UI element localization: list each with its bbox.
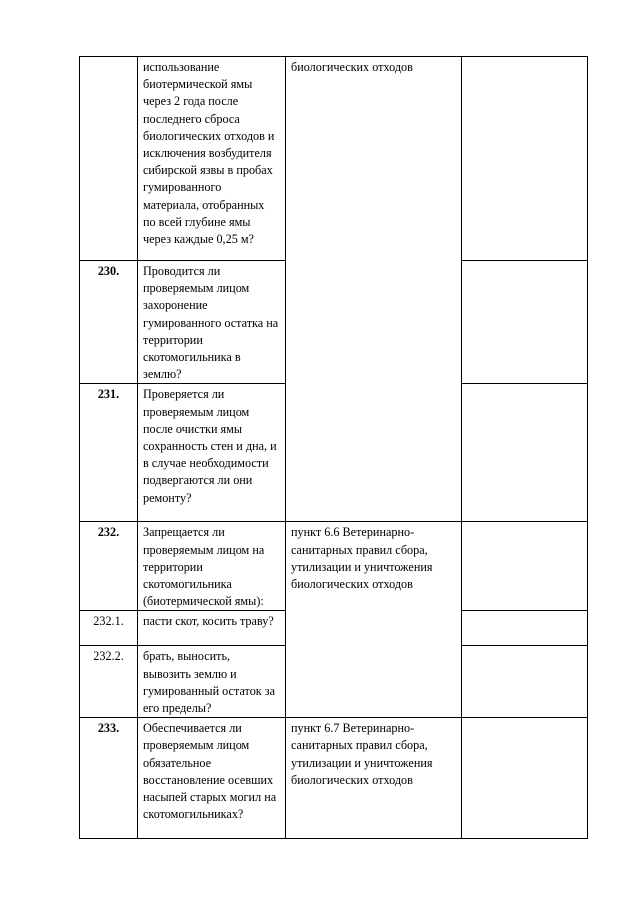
table-row — [80, 57, 588, 261]
answer-cell — [462, 57, 588, 261]
table-row — [80, 718, 588, 839]
item-number: 233. — [80, 718, 138, 839]
answer-cell — [462, 522, 588, 611]
reference-text: пункт 6.6 Ветеринарно-санитарных правил сбора, утилизации и уничтожения биологических отходов — [286, 522, 462, 718]
question-text: Обеспечивается ли проверяемым лицом обязательное восстановление осевших насыпей старых могил на скотомогильниках? — [138, 718, 286, 839]
question-text: Проводится ли проверяемым лицом захоронение гумированного остатка на территории скотомогильника в землю? — [138, 261, 286, 384]
answer-cell — [462, 718, 588, 839]
checklist-table — [79, 56, 588, 839]
answer-cell — [462, 384, 588, 522]
item-number: 232.2. — [80, 646, 138, 718]
question-text: пасти скот, косить траву? — [138, 611, 286, 646]
reference-text: пункт 6.7 Ветеринарно-санитарных правил сбора, утилизации и уничтожения биологических отходов — [286, 718, 462, 839]
reference-text: биологических отходов — [286, 57, 462, 522]
answer-cell — [462, 646, 588, 718]
item-number: 232.1. — [80, 611, 138, 646]
item-number: 232. — [80, 522, 138, 611]
question-text: брать, выносить, вывозить землю и гумированный остаток за его пределы? — [138, 646, 286, 718]
table-row — [80, 522, 588, 611]
question-text: использование биотермической ямы через 2 года после последнего сброса биологических отходов и исключения возбудителя сибирской язвы в пробах гумированного материала, отобранных по всей глубине ямы через каждые 0,25 м? — [138, 57, 286, 261]
question-text: Проверяется ли проверяемым лицом после очистки ямы сохранность стен и дна, и в случае необходимости подвергаются ли они ремонту? — [138, 384, 286, 522]
answer-cell — [462, 261, 588, 384]
answer-cell — [462, 611, 588, 646]
question-text: Запрещается ли проверяемым лицом на территории скотомогильника (биотермической ямы): — [138, 522, 286, 611]
item-number — [80, 57, 138, 261]
item-number: 230. — [80, 261, 138, 384]
item-number: 231. — [80, 384, 138, 522]
